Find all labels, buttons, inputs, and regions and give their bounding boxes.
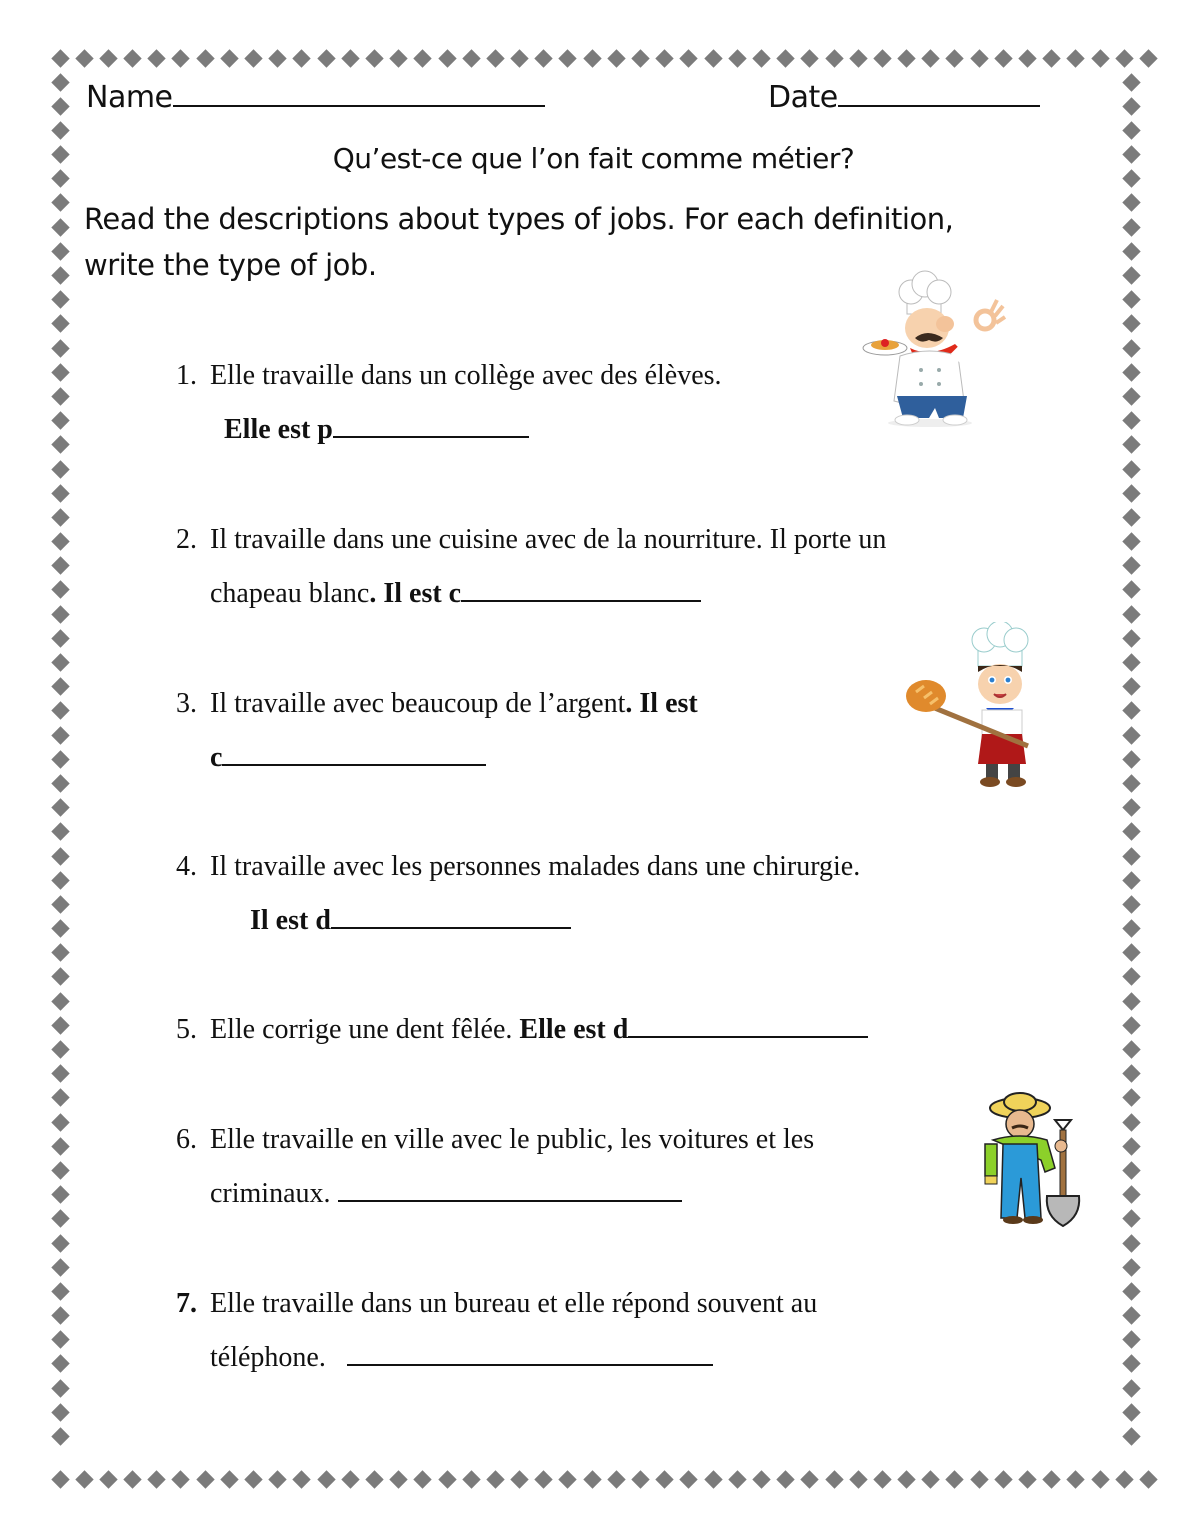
diamond-icon bbox=[801, 49, 819, 67]
diamond-icon bbox=[99, 49, 117, 67]
diamond-icon bbox=[1122, 677, 1140, 695]
diamond-border-bottom bbox=[51, 1470, 1157, 1488]
diamond-icon bbox=[559, 49, 577, 67]
chef-with-pasta-image bbox=[855, 268, 1015, 428]
diamond-icon bbox=[510, 1470, 528, 1488]
diamond-icon bbox=[1122, 750, 1140, 768]
diamond-icon bbox=[1122, 1427, 1140, 1445]
diamond-border-right bbox=[1122, 73, 1140, 1446]
diamond-icon bbox=[994, 1470, 1012, 1488]
diamond-icon bbox=[728, 49, 746, 67]
diamond-icon bbox=[51, 411, 69, 429]
diamond-icon bbox=[244, 49, 262, 67]
diamond-icon bbox=[51, 1282, 69, 1300]
diamond-icon bbox=[123, 1470, 141, 1488]
baker-icon bbox=[900, 622, 1050, 792]
diamond-icon bbox=[51, 871, 69, 889]
question-7: 7. Elle travaille dans un bureau et elle répond souvent au bbox=[176, 1288, 818, 1319]
answer-4-blank[interactable] bbox=[331, 905, 571, 929]
diamond-icon bbox=[1122, 605, 1140, 623]
question-2: 2. Il travaille dans une cuisine avec de la nourriture. Il porte un bbox=[176, 524, 887, 555]
diamond-icon bbox=[414, 1470, 432, 1488]
answer-3-blank[interactable] bbox=[222, 742, 486, 766]
diamond-icon bbox=[341, 49, 359, 67]
diamond-icon bbox=[1122, 774, 1140, 792]
diamond-icon bbox=[51, 460, 69, 478]
diamond-icon bbox=[1122, 1379, 1140, 1397]
diamond-icon bbox=[1122, 1306, 1140, 1324]
farmer-icon bbox=[975, 1090, 1090, 1230]
diamond-icon bbox=[51, 121, 69, 139]
diamond-icon bbox=[148, 49, 166, 67]
diamond-icon bbox=[849, 49, 867, 67]
diamond-icon bbox=[752, 49, 770, 67]
diamond-icon bbox=[1122, 73, 1140, 91]
question-4: 4. Il travaille avec les personnes malades dans une chirurgie. bbox=[176, 851, 861, 882]
diamond-icon bbox=[1122, 339, 1140, 357]
diamond-icon bbox=[1122, 847, 1140, 865]
diamond-icon bbox=[1018, 1470, 1036, 1488]
diamond-icon bbox=[51, 387, 69, 405]
diamond-icon bbox=[1122, 1137, 1140, 1155]
diamond-icon bbox=[341, 1470, 359, 1488]
diamond-icon bbox=[389, 1470, 407, 1488]
name-field[interactable] bbox=[86, 80, 545, 115]
diamond-icon bbox=[1139, 49, 1157, 67]
diamond-icon bbox=[825, 1470, 843, 1488]
diamond-icon bbox=[607, 1470, 625, 1488]
diamond-icon bbox=[51, 1470, 69, 1488]
diamond-icon bbox=[51, 677, 69, 695]
diamond-icon bbox=[776, 1470, 794, 1488]
diamond-icon bbox=[1122, 1185, 1140, 1203]
diamond-icon bbox=[51, 49, 69, 67]
diamond-icon bbox=[438, 49, 456, 67]
diamond-icon bbox=[51, 1331, 69, 1349]
diamond-icon bbox=[268, 49, 286, 67]
diamond-icon bbox=[1122, 315, 1140, 333]
diamond-icon bbox=[1042, 49, 1060, 67]
diamond-icon bbox=[897, 1470, 915, 1488]
diamond-icon bbox=[51, 436, 69, 454]
diamond-icon bbox=[51, 992, 69, 1010]
question-5[interactable]: 5. Elle corrige une dent fêlée. Elle est d bbox=[176, 1014, 868, 1046]
diamond-icon bbox=[970, 49, 988, 67]
answer-6[interactable]: criminaux. bbox=[210, 1178, 682, 1210]
diamond-icon bbox=[583, 49, 601, 67]
diamond-icon bbox=[1122, 1355, 1140, 1373]
diamond-icon bbox=[51, 1064, 69, 1082]
diamond-icon bbox=[51, 847, 69, 865]
diamond-icon bbox=[51, 774, 69, 792]
question-3: 3. Il travaille avec beaucoup de l’argent. Il est bbox=[176, 688, 698, 719]
name-label: Name bbox=[86, 80, 173, 115]
diamond-icon bbox=[1122, 823, 1140, 841]
diamond-icon bbox=[1122, 363, 1140, 381]
diamond-icon bbox=[1122, 290, 1140, 308]
diamond-icon bbox=[51, 944, 69, 962]
diamond-icon bbox=[317, 1470, 335, 1488]
diamond-icon bbox=[51, 1210, 69, 1228]
diamond-icon bbox=[1122, 895, 1140, 913]
answer-6-blank[interactable] bbox=[338, 1178, 682, 1202]
diamond-icon bbox=[51, 798, 69, 816]
diamond-icon bbox=[631, 49, 649, 67]
answer-1-blank[interactable] bbox=[333, 414, 529, 438]
diamond-icon bbox=[99, 1470, 117, 1488]
diamond-icon bbox=[1122, 1064, 1140, 1082]
diamond-icon bbox=[1122, 1403, 1140, 1421]
diamond-icon bbox=[1122, 508, 1140, 526]
diamond-icon bbox=[1122, 1089, 1140, 1107]
diamond-icon bbox=[75, 49, 93, 67]
diamond-icon bbox=[51, 532, 69, 550]
diamond-icon bbox=[51, 1258, 69, 1276]
diamond-icon bbox=[1122, 1331, 1140, 1349]
diamond-icon bbox=[389, 49, 407, 67]
question-6: 6. Elle travaille en ville avec le public, les voitures et les bbox=[176, 1124, 815, 1155]
answer-2-blank[interactable] bbox=[461, 578, 701, 602]
diamond-icon bbox=[51, 1403, 69, 1421]
diamond-icon bbox=[994, 49, 1012, 67]
diamond-icon bbox=[873, 49, 891, 67]
diamond-icon bbox=[1091, 1470, 1109, 1488]
diamond-icon bbox=[535, 1470, 553, 1488]
diamond-icon bbox=[631, 1470, 649, 1488]
diamond-icon bbox=[1122, 436, 1140, 454]
diamond-icon bbox=[172, 49, 190, 67]
diamond-icon bbox=[1115, 49, 1133, 67]
diamond-icon bbox=[680, 1470, 698, 1488]
diamond-icon bbox=[801, 1470, 819, 1488]
diamond-icon bbox=[51, 242, 69, 260]
page-title: Qu’est-ce que l’on fait comme métier? bbox=[332, 142, 855, 175]
diamond-icon bbox=[51, 1234, 69, 1252]
diamond-icon bbox=[583, 1470, 601, 1488]
diamond-icon bbox=[51, 194, 69, 212]
diamond-icon bbox=[704, 49, 722, 67]
diamond-icon bbox=[293, 1470, 311, 1488]
diamond-icon bbox=[825, 49, 843, 67]
diamond-icon bbox=[51, 339, 69, 357]
name-blank[interactable] bbox=[173, 83, 545, 107]
answer-1[interactable]: Elle est p bbox=[224, 414, 529, 446]
diamond-icon bbox=[1122, 460, 1140, 478]
diamond-icon bbox=[51, 823, 69, 841]
date-blank[interactable] bbox=[838, 83, 1040, 107]
diamond-icon bbox=[51, 1306, 69, 1324]
diamond-icon bbox=[752, 1470, 770, 1488]
diamond-icon bbox=[922, 49, 940, 67]
diamond-icon bbox=[510, 49, 528, 67]
diamond-icon bbox=[438, 1470, 456, 1488]
instructions-line-2: write the type of job. bbox=[84, 248, 377, 282]
diamond-icon bbox=[728, 1470, 746, 1488]
answer-5-blank[interactable] bbox=[628, 1014, 868, 1038]
diamond-icon bbox=[1122, 1040, 1140, 1058]
diamond-icon bbox=[365, 49, 383, 67]
answer-4[interactable]: Il est d bbox=[250, 905, 571, 937]
diamond-icon bbox=[1139, 1470, 1157, 1488]
diamond-icon bbox=[51, 484, 69, 502]
diamond-icon bbox=[486, 1470, 504, 1488]
diamond-icon bbox=[244, 1470, 262, 1488]
diamond-icon bbox=[1122, 121, 1140, 139]
diamond-icon bbox=[1122, 629, 1140, 647]
diamond-icon bbox=[1122, 266, 1140, 284]
diamond-icon bbox=[196, 1470, 214, 1488]
diamond-icon bbox=[317, 49, 335, 67]
diamond-icon bbox=[1122, 581, 1140, 599]
diamond-icon bbox=[51, 968, 69, 986]
diamond-icon bbox=[51, 919, 69, 937]
diamond-icon bbox=[776, 49, 794, 67]
diamond-icon bbox=[607, 49, 625, 67]
diamond-icon bbox=[75, 1470, 93, 1488]
diamond-icon bbox=[1042, 1470, 1060, 1488]
diamond-icon bbox=[1122, 1234, 1140, 1252]
diamond-icon bbox=[1122, 387, 1140, 405]
diamond-icon bbox=[51, 702, 69, 720]
diamond-icon bbox=[414, 49, 432, 67]
diamond-icon bbox=[51, 581, 69, 599]
diamond-icon bbox=[1122, 702, 1140, 720]
diamond-icon bbox=[1122, 798, 1140, 816]
diamond-icon bbox=[51, 315, 69, 333]
diamond-icon bbox=[51, 1185, 69, 1203]
baker-with-bread-image bbox=[900, 622, 1050, 792]
diamond-icon bbox=[1122, 218, 1140, 236]
diamond-icon bbox=[51, 895, 69, 913]
diamond-icon bbox=[1122, 194, 1140, 212]
diamond-icon bbox=[1122, 1282, 1140, 1300]
diamond-icon bbox=[51, 266, 69, 284]
diamond-icon bbox=[655, 1470, 673, 1488]
answer-2[interactable]: chapeau blanc. Il est c bbox=[210, 578, 701, 610]
diamond-icon bbox=[51, 726, 69, 744]
diamond-icon bbox=[1115, 1470, 1133, 1488]
diamond-icon bbox=[148, 1470, 166, 1488]
diamond-icon bbox=[704, 1470, 722, 1488]
diamond-icon bbox=[51, 750, 69, 768]
date-label: Date bbox=[768, 80, 838, 115]
answer-7-blank[interactable] bbox=[347, 1342, 713, 1366]
diamond-border-left bbox=[51, 73, 69, 1446]
diamond-icon bbox=[1122, 1258, 1140, 1276]
diamond-icon bbox=[946, 49, 964, 67]
diamond-icon bbox=[462, 49, 480, 67]
diamond-icon bbox=[1122, 992, 1140, 1010]
diamond-icon bbox=[51, 218, 69, 236]
answer-7[interactable]: téléphone. bbox=[210, 1342, 713, 1374]
diamond-icon bbox=[51, 1161, 69, 1179]
diamond-icon bbox=[655, 49, 673, 67]
diamond-icon bbox=[51, 653, 69, 671]
diamond-icon bbox=[51, 363, 69, 381]
diamond-icon bbox=[1122, 1161, 1140, 1179]
diamond-icon bbox=[1122, 411, 1140, 429]
diamond-icon bbox=[873, 1470, 891, 1488]
diamond-icon bbox=[51, 1113, 69, 1131]
diamond-icon bbox=[51, 97, 69, 115]
diamond-icon bbox=[1122, 871, 1140, 889]
diamond-icon bbox=[51, 605, 69, 623]
diamond-icon bbox=[268, 1470, 286, 1488]
diamond-icon bbox=[51, 1355, 69, 1373]
diamond-icon bbox=[1122, 242, 1140, 260]
diamond-icon bbox=[196, 49, 214, 67]
diamond-icon bbox=[172, 1470, 190, 1488]
diamond-icon bbox=[220, 1470, 238, 1488]
diamond-icon bbox=[559, 1470, 577, 1488]
diamond-border-top bbox=[51, 49, 1157, 67]
answer-3[interactable]: c bbox=[210, 742, 486, 774]
diamond-icon bbox=[51, 1379, 69, 1397]
diamond-icon bbox=[293, 49, 311, 67]
diamond-icon bbox=[51, 1089, 69, 1107]
diamond-icon bbox=[946, 1470, 964, 1488]
diamond-icon bbox=[51, 1040, 69, 1058]
diamond-icon bbox=[51, 557, 69, 575]
chef-icon bbox=[855, 268, 1015, 428]
diamond-icon bbox=[1122, 484, 1140, 502]
diamond-icon bbox=[535, 49, 553, 67]
diamond-icon bbox=[1122, 1113, 1140, 1131]
question-1: 1. Elle travaille dans un collège avec des élèves. bbox=[176, 360, 722, 391]
diamond-icon bbox=[51, 1016, 69, 1034]
diamond-icon bbox=[51, 1427, 69, 1445]
diamond-icon bbox=[1067, 1470, 1085, 1488]
diamond-icon bbox=[922, 1470, 940, 1488]
diamond-icon bbox=[1122, 726, 1140, 744]
diamond-icon bbox=[51, 508, 69, 526]
diamond-icon bbox=[365, 1470, 383, 1488]
diamond-icon bbox=[970, 1470, 988, 1488]
diamond-icon bbox=[51, 1137, 69, 1155]
diamond-icon bbox=[680, 49, 698, 67]
diamond-icon bbox=[1067, 49, 1085, 67]
diamond-icon bbox=[1122, 944, 1140, 962]
diamond-icon bbox=[1122, 919, 1140, 937]
diamond-icon bbox=[849, 1470, 867, 1488]
diamond-icon bbox=[1018, 49, 1036, 67]
diamond-icon bbox=[1122, 968, 1140, 986]
diamond-icon bbox=[1091, 49, 1109, 67]
diamond-icon bbox=[123, 49, 141, 67]
diamond-icon bbox=[1122, 557, 1140, 575]
diamond-icon bbox=[1122, 1016, 1140, 1034]
diamond-icon bbox=[51, 290, 69, 308]
diamond-icon bbox=[51, 73, 69, 91]
diamond-icon bbox=[51, 629, 69, 647]
diamond-icon bbox=[1122, 532, 1140, 550]
diamond-icon bbox=[1122, 97, 1140, 115]
diamond-icon bbox=[1122, 653, 1140, 671]
diamond-icon bbox=[462, 1470, 480, 1488]
diamond-icon bbox=[1122, 1210, 1140, 1228]
instructions-line-1: Read the descriptions about types of jobs. For each definition, bbox=[84, 202, 954, 236]
diamond-icon bbox=[486, 49, 504, 67]
farmer-with-shovel-image bbox=[975, 1090, 1090, 1230]
diamond-icon bbox=[220, 49, 238, 67]
date-field[interactable] bbox=[768, 80, 1040, 115]
diamond-icon bbox=[897, 49, 915, 67]
